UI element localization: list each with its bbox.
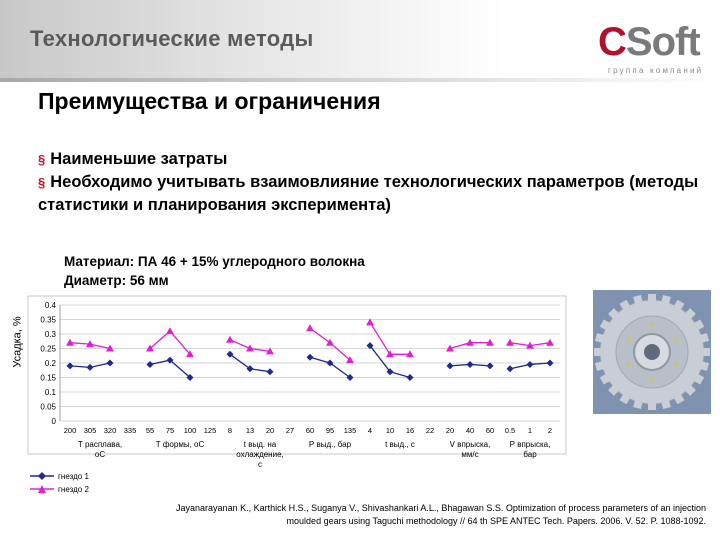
x-tick-label: 305 — [83, 426, 97, 435]
x-tick-label: 60 — [305, 426, 315, 435]
x-tick-label: 75 — [165, 426, 175, 435]
x-tick-label: 95 — [325, 426, 335, 435]
x-tick-label: 22 — [425, 426, 435, 435]
gear-photo — [593, 290, 711, 414]
x-tick-label: 20 — [445, 426, 455, 435]
group-label: V впрыска, мм/с — [449, 440, 491, 459]
group-label: t выд., с — [385, 440, 415, 449]
legend-label: гнездо 2 — [58, 485, 89, 494]
y-tick-label: 0 — [51, 417, 56, 426]
bullet-text: Наименьшие затраты — [50, 150, 228, 168]
x-tick-label: 200 — [63, 426, 77, 435]
legend-entry — [28, 470, 89, 483]
group-label: Р выд., бар — [308, 440, 352, 449]
gear-icon — [593, 290, 711, 414]
x-tick-label: 0.5 — [504, 426, 516, 435]
x-tick-label: 16 — [405, 426, 415, 435]
x-tick-label: 125 — [203, 426, 217, 435]
y-tick-label: 0.25 — [40, 344, 56, 354]
x-tick-label: 8 — [227, 426, 233, 435]
group-label: Т формы, оС — [155, 440, 205, 449]
y-tick-label: 0.35 — [40, 315, 56, 325]
x-tick-label: 60 — [485, 426, 495, 435]
bullet-text: Необходимо учитывать взаимовлияние технологических параметров (методы статистики и планирования эксперимента) — [38, 173, 699, 214]
section-title: Технологические методы — [30, 26, 314, 51]
x-tick-label: 1 — [527, 426, 533, 435]
y-tick-label: 0.15 — [40, 373, 56, 383]
y-tick-label: 0.1 — [44, 388, 56, 397]
x-tick-label: 335 — [123, 426, 137, 435]
x-tick-label: 4 — [367, 426, 373, 435]
chart-legend — [28, 470, 89, 496]
x-tick-label: 40 — [465, 426, 475, 435]
legend-swatch-series2 — [28, 483, 56, 495]
y-tick-label: 0.2 — [44, 359, 56, 368]
group-label: Т расплава, оС — [77, 440, 123, 459]
bullet-marker: § — [38, 175, 46, 190]
x-tick-label: 100 — [183, 426, 197, 435]
legend-entry — [28, 483, 89, 496]
slide-title: Преимущества и ограничения — [38, 88, 381, 114]
legend-label: гнездо 1 — [58, 472, 89, 481]
citation: Jayanarayanan K., Karthick H.S., Suganya V., Shivashankari A.L., Bhagawan S.S. Optimization of process parameters of an injection moulded gears using Taguchi methodology // 64 th SPE ANTEC Tech. Papers. 2006. V. 52. P. 1088-1092. — [176, 503, 706, 526]
bullet-marker: § — [38, 152, 46, 167]
diameter-line: Диаметр: 56 мм — [64, 273, 169, 288]
material-line: Материал: ПА 46 + 15% углеродного волокна — [64, 254, 365, 269]
y-axis-label: Усадка, % — [11, 316, 24, 368]
x-tick-label: 10 — [385, 426, 395, 435]
x-tick-label: 2 — [547, 426, 553, 435]
y-tick-label: 0.05 — [40, 402, 56, 412]
legend-swatch-series1 — [28, 470, 56, 482]
x-tick-label: 27 — [285, 426, 295, 435]
group-label: t выд. на охлаждение, с — [236, 440, 284, 469]
logo-soft: Soft — [625, 20, 700, 64]
x-tick-label: 135 — [343, 426, 357, 435]
logo-subtitle: группа компаний — [608, 66, 704, 75]
x-tick-label: 55 — [145, 426, 155, 435]
x-tick-label: 13 — [245, 426, 255, 435]
y-tick-label: 0.3 — [44, 330, 56, 339]
group-label: Р впрыска, бар — [509, 440, 551, 459]
y-tick-label: 0.4 — [44, 301, 56, 310]
x-tick-label: 20 — [265, 426, 275, 435]
logo-c: C — [598, 20, 626, 64]
x-tick-label: 320 — [103, 426, 117, 435]
